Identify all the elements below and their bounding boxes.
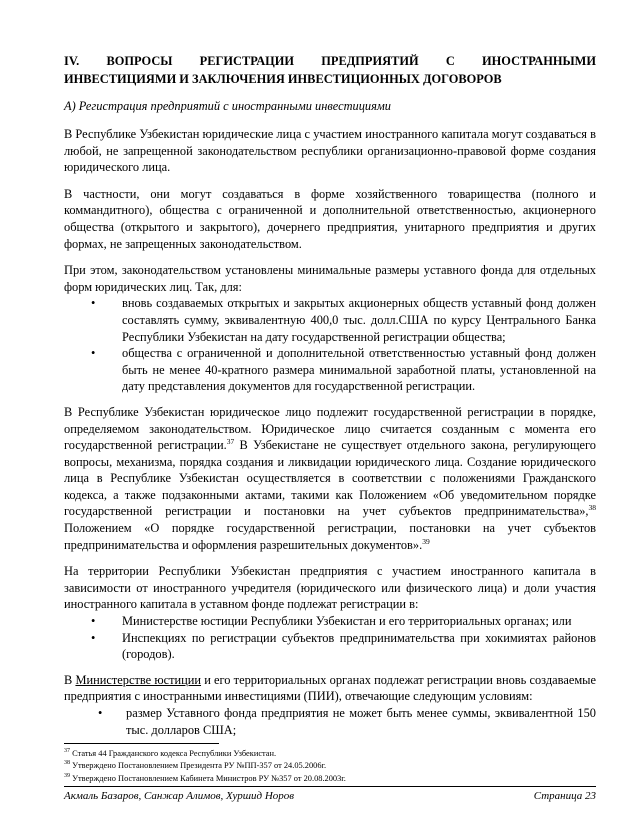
footnote-text: Утверждено Постановлением Президента РУ №ПП-357 от 24.05.2006г. (72, 761, 327, 771)
footnote-39 (64, 773, 596, 785)
footnote-text: Утверждено Постановлением Кабинета Министров РУ №357 от 20.08.2003г. (72, 773, 346, 783)
footnote-divider (64, 743, 219, 744)
list-item (64, 295, 596, 345)
paragraph-2: В частности, они могут создаваться в форме хозяйственного товарищества (полного и коммандитного), общества с ограниченной и дополнительной ответственностью, акционерного общества (открытого и закрытого), дочернего предприятия, унитарного предприятия и других формах, не запрещенных законодательством. (64, 186, 596, 251)
registration-bodies-list (64, 613, 596, 663)
paragraph-6-part-a: В (64, 672, 76, 687)
list-item-text: размер Уставного фонда предприятия не может быть менее суммы, эквивалентной 150 тыс. долларов США; (126, 706, 596, 737)
list-item-text: вновь создаваемых открытых и закрытых акционерных обществ уставный фонд должен составлять сумму, эквивалентную 400,0 тыс. долл.США по курсу Центрального Банка Республики Узбекистан на дату государственной регистрации общества; (122, 296, 596, 344)
paragraph-5: На территории Республики Узбекистан предприятия с участием иностранного капитала в зависимости от иностранного учредителя (юридического или физического лица) и доли участия иностранного капитала в уставном фонде подлежат регистрации в: (64, 564, 596, 612)
list-item-text: общества с ограниченной и дополнительной ответственностью уставный фонд должен быть не менее 40-кратного размера минимальной заработной платы, установленной на дату представления документов для государственной регистрации. (122, 346, 596, 394)
section-heading (64, 52, 596, 88)
footnote-number: 38 (64, 760, 70, 767)
ministry-of-justice-link[interactable]: Министерстве юстиции (75, 672, 202, 687)
bullet-icon: • (98, 706, 103, 720)
paragraph-6 (64, 672, 596, 705)
footnote-text: Статья 44 Гражданского кодекса Республики Узбекистан. (72, 749, 277, 758)
paragraph-4 (64, 404, 596, 553)
paragraph-3: При этом, законодательством установлены минимальные размеры уставного фонда для отдельных форм юридических лиц. Так, для: (64, 263, 596, 294)
footnote-number: 37 (64, 748, 70, 755)
footnote-number: 39 (64, 772, 70, 779)
footer-divider (64, 786, 596, 787)
paragraph-1: В Республике Узбекистан юридические лица с участием иностранного капитала могут создаваться в любой, не запрещенной законодательством республики организационно-правовой форме создания юридического лица. (64, 127, 596, 175)
subheading: А) Регистрация предприятий с иностранными инвестициями (64, 99, 391, 113)
footer-authors: Акмаль Базаров, Санжар Алимов, Хуршид Норов (64, 790, 295, 802)
bullet-icon: • (91, 614, 96, 629)
footnote-38 (64, 760, 596, 772)
capital-requirements-list (64, 295, 596, 395)
bullet-icon: • (91, 296, 96, 311)
page-footer (64, 789, 596, 803)
list-item-text: Министерстве юстиции Республики Узбекистан и его территориальных органах; или (122, 614, 572, 629)
footnote-ref-37[interactable]: 37 (226, 436, 235, 446)
list-item (64, 613, 596, 630)
bullet-icon: • (91, 630, 96, 645)
footnote-37 (64, 748, 596, 760)
list-item (64, 345, 596, 395)
heading-line-1: IV. ВОПРОСЫ РЕГИСТРАЦИИ ПРЕДПРИЯТИЙ С ИНОСТРАННЫМИ (64, 54, 596, 68)
footnote-ref-39[interactable]: 39 (422, 536, 430, 546)
list-item (64, 705, 596, 738)
footer-page-number: Страница 23 (533, 790, 596, 802)
footnote-ref-38[interactable]: 38 (588, 503, 596, 513)
bullet-icon: • (91, 346, 96, 361)
heading-line-2: ИНВЕСТИЦИЯМИ И ЗАКЛЮЧЕНИЯ ИНВЕСТИЦИОННЫХ ДОГОВОРОВ (64, 72, 502, 86)
page-body (64, 52, 596, 747)
conditions-list (64, 705, 596, 738)
paragraph-6-part-b: и его территориальных органах подлежат регистрации вновь создаваемые предприятия с иностранными инвестициями (ПИИ), отвечающие следующим условиям: (64, 672, 596, 704)
list-item (64, 630, 596, 663)
paragraph-4-part-b: В Узбекистане не существует отдельного закона, регулирующего вопросы, механизма, порядка создания и ликвидации юридического лица. Создание юридического лица в Республике Узбекистан осуществляется в соответствии с положениями Гражданского кодекса, а также подзаконными актами, такими как Положением «Об уведомительном порядке государственной регистрации и постановки на учет субъектов предпринимательства», (64, 438, 596, 519)
paragraph-4-part-a: В Республике Узбекистан юридическое лицо подлежит государственной регистрации в порядке, определяемом законодательством. Юридическое лицо считается созданным с момента его государственной регистрации. (64, 404, 596, 453)
paragraph-4-part-c: Положением «О порядке государственной регистрации, постановки на учет субъектов предпринимательства и оформления разрешительных документов». (64, 521, 596, 552)
footnotes (64, 748, 596, 785)
list-item-text: Инспекциях по регистрации субъектов предпринимательства при хокимиятах районов (городов). (122, 630, 596, 662)
